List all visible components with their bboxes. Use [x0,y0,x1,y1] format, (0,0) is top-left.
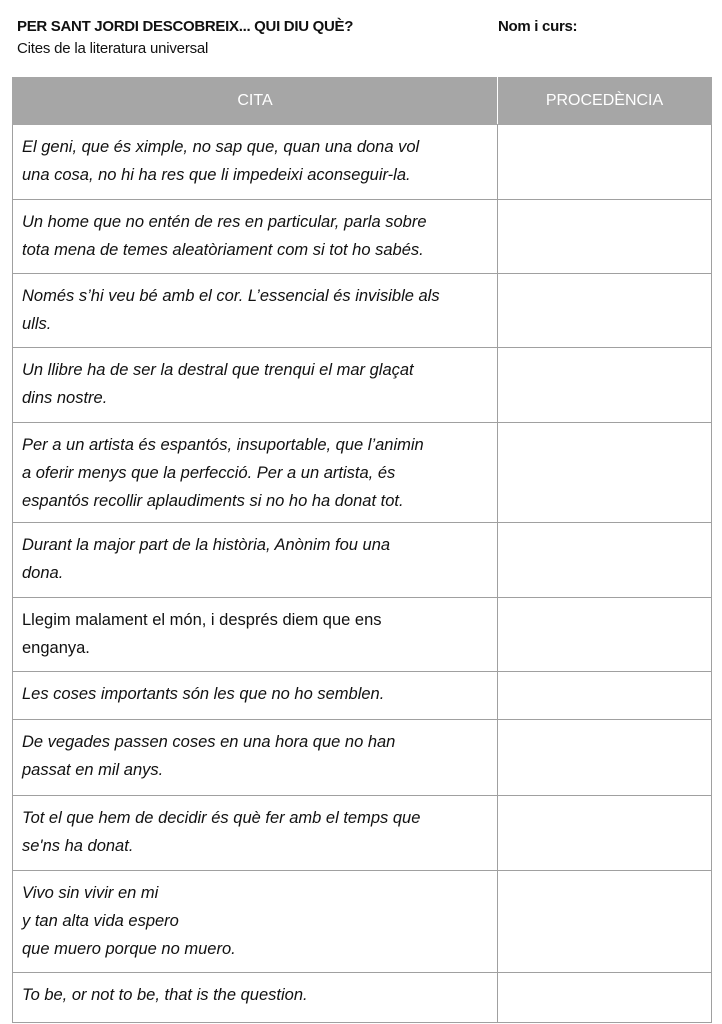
quote-cell [13,871,498,973]
quote-cell [13,598,498,672]
column-header-quote: CITA [13,78,498,125]
source-answer-cell[interactable] [498,125,712,200]
source-answer-cell[interactable] [498,423,712,523]
table-row [13,200,712,274]
table-row [13,672,712,720]
quote-cell [13,973,498,1023]
table-row [13,274,712,348]
quotes-table [12,77,712,1023]
source-answer-cell[interactable] [498,796,712,871]
quote-cell [13,423,498,523]
quote-text: Tot el que hem de decidir és què fer amb el temps que se'ns ha donat. [22,809,421,855]
quote-text: Per a un artista és espantós, insuportable, que l’animin a oferir menys que la perfecció. Per a un artista, és espantós recollir aplaudiments si no ho ha donat tot. [22,436,424,510]
table-row [13,348,712,423]
quote-text: El geni, que és ximple, no sap que, quan una dona vol una cosa, no hi ha res que li impedeixi aconseguir-la. [22,138,420,184]
table-row [13,125,712,200]
column-header-source: PROCEDÈNCIA [498,78,712,125]
page-title: PER SANT JORDI DESCOBREIX... QUI DIU QUÈ? [17,18,354,35]
quote-cell [13,348,498,423]
quote-text: Llegim malament el món, i després diem que ens enganya. [22,611,382,657]
table-row [13,871,712,973]
quote-text: Un home que no entén de res en particular, parla sobre tota mena de temes aleatòriament com si tot ho sabés. [22,213,427,259]
source-answer-cell[interactable] [498,973,712,1023]
quote-text: Vivo sin vivir en mi y tan alta vida espero que muero porque no muero. [22,884,236,958]
quote-text: De vegades passen coses en una hora que no han passat en mil anys. [22,733,396,779]
page-subtitle: Cites de la literatura universal [17,40,209,57]
quote-text: Durant la major part de la història, Anònim fou una dona. [22,536,391,582]
table-row [13,598,712,672]
quote-cell [13,523,498,598]
table-row [13,796,712,871]
source-answer-cell[interactable] [498,200,712,274]
quote-text: Només s’hi veu bé amb el cor. L’essencial és invisible als ulls. [22,287,440,333]
name-course-label: Nom i curs: [498,18,578,35]
quote-cell [13,274,498,348]
source-answer-cell[interactable] [498,598,712,672]
source-answer-cell[interactable] [498,672,712,720]
quote-text: To be, or not to be, that is the question. [22,986,308,1004]
table-row [13,523,712,598]
source-answer-cell[interactable] [498,274,712,348]
table-row [13,423,712,523]
source-answer-cell[interactable] [498,348,712,423]
table-row [13,973,712,1023]
source-answer-cell[interactable] [498,871,712,973]
quote-cell [13,125,498,200]
quote-text: Les coses importants són les que no ho semblen. [22,685,385,703]
quote-cell [13,720,498,796]
quote-cell [13,796,498,871]
quote-cell [13,672,498,720]
quote-text: Un llibre ha de ser la destral que trenqui el mar glaçat dins nostre. [22,361,414,407]
table-row [13,720,712,796]
quote-cell [13,200,498,274]
source-answer-cell[interactable] [498,523,712,598]
source-answer-cell[interactable] [498,720,712,796]
